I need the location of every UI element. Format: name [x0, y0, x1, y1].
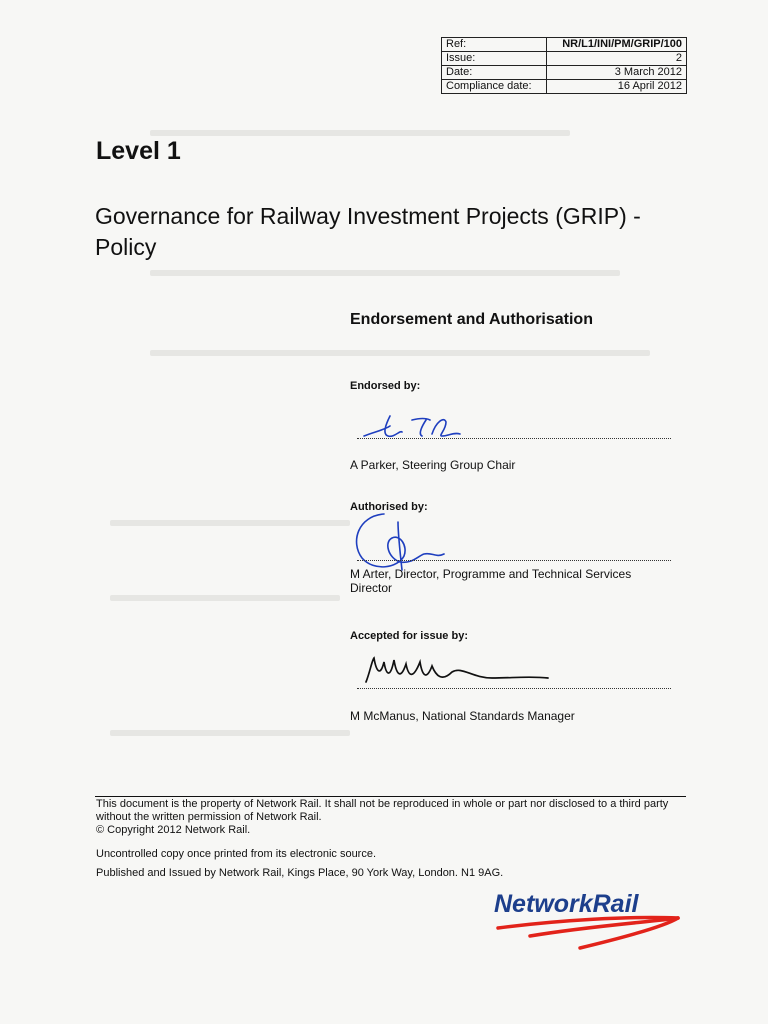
signature-line	[357, 438, 671, 439]
acceptor-name: M McManus, National Standards Manager	[350, 709, 575, 723]
reference-row	[442, 38, 687, 52]
endorser-name: A Parker, Steering Group Chair	[350, 458, 516, 472]
show-through-mark	[150, 270, 620, 276]
footer-rule	[95, 796, 686, 797]
logo-wordmark: NetworkRail	[494, 890, 639, 918]
document-level: Level 1	[96, 137, 181, 165]
network-rail-logo	[490, 886, 690, 956]
reference-label: Issue:	[442, 52, 547, 66]
show-through-mark	[110, 730, 350, 736]
show-through-mark	[150, 130, 570, 136]
reference-row	[442, 80, 687, 94]
reference-value: 16 April 2012	[547, 80, 687, 94]
authoriser-name: M Arter, Director, Programme and Technical Services Director	[350, 567, 632, 595]
authorised-label: Authorised by:	[350, 501, 428, 513]
show-through-mark	[110, 520, 350, 526]
signature-line	[357, 688, 671, 689]
published-notice: Published and Issued by Network Rail, Kings Place, 90 York Way, London. N1 9AG.	[96, 867, 504, 879]
show-through-mark	[110, 595, 340, 601]
document-title: Governance for Railway Investment Projects (GRIP) - Policy	[95, 203, 641, 260]
section-heading: Endorsement and Authorisation	[350, 311, 593, 328]
reference-table	[441, 37, 687, 94]
reference-value: 3 March 2012	[547, 66, 687, 80]
reference-value: 2	[547, 52, 687, 66]
accepted-label: Accepted for issue by:	[350, 630, 468, 642]
signature-line	[357, 560, 671, 561]
copyright-notice: © Copyright 2012 Network Rail.	[96, 824, 251, 836]
show-through-mark	[150, 350, 650, 356]
reference-row	[442, 66, 687, 80]
reference-value: NR/L1/INI/PM/GRIP/100	[547, 38, 687, 52]
endorsed-label: Endorsed by:	[350, 380, 421, 392]
reference-row	[442, 52, 687, 66]
uncontrolled-notice: Uncontrolled copy once printed from its electronic source.	[96, 848, 377, 860]
property-notice: This document is the property of Network Rail. It shall not be reproduced in whole or part nor disclosed to a third party without the written permission of Network Rail.	[96, 798, 669, 823]
reference-label: Date:	[442, 66, 547, 80]
reference-label: Ref:	[442, 38, 547, 52]
acceptor-signature	[362, 652, 552, 688]
reference-label: Compliance date:	[442, 80, 547, 94]
